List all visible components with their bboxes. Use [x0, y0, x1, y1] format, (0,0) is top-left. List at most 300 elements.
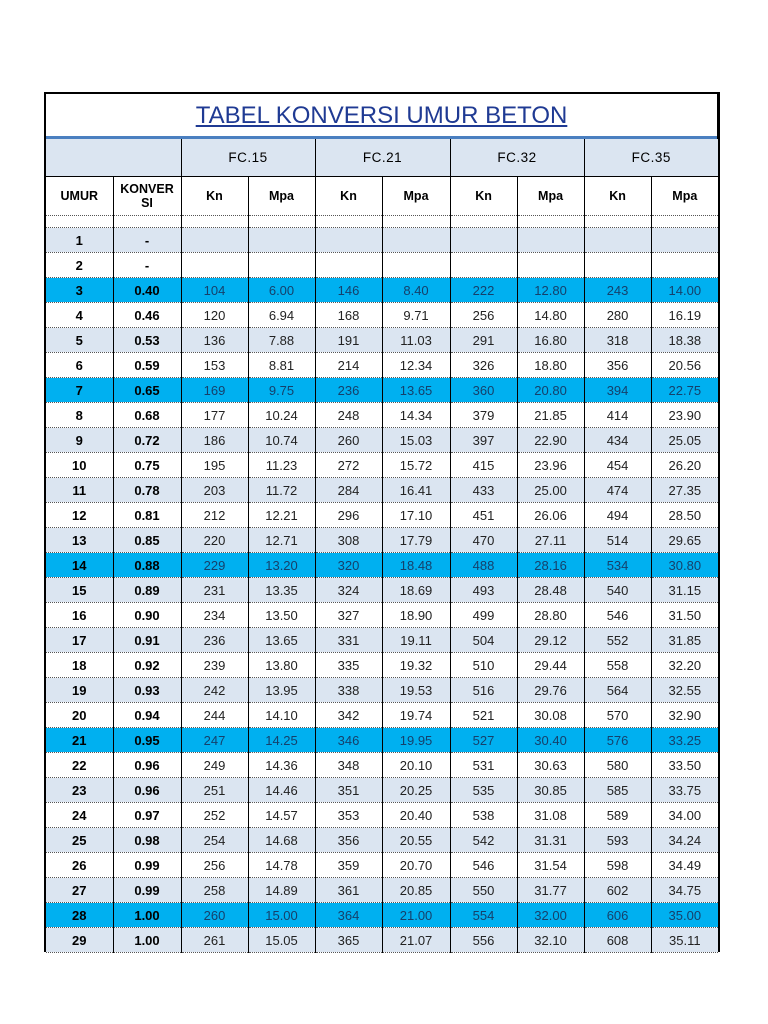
cell-umur: 12 [46, 503, 113, 528]
cell-fc21-kn: 248 [315, 403, 382, 428]
cell-fc21-kn: 284 [315, 478, 382, 503]
cell-fc15-kn: 244 [181, 703, 248, 728]
cell-fc32-kn: 521 [450, 703, 517, 728]
spacer-cell [584, 216, 651, 228]
cell-fc21-mpa: 21.07 [382, 928, 450, 953]
cell-fc21-kn: 214 [315, 353, 382, 378]
cell-fc35-mpa: 27.35 [651, 478, 718, 503]
cell-fc35-kn: 356 [584, 353, 651, 378]
cell-fc35-kn: 514 [584, 528, 651, 553]
spacer-cell [46, 216, 113, 228]
group-header-row [46, 139, 718, 177]
cell-umur: 21 [46, 728, 113, 753]
cell-fc15-mpa: 12.71 [248, 528, 315, 553]
table-row [46, 828, 718, 853]
column-header-konversi-line1: KONVER [120, 182, 174, 196]
cell-fc35-mpa: 22.75 [651, 378, 718, 403]
cell-fc32-kn: 510 [450, 653, 517, 678]
table-row [46, 328, 718, 353]
cell-fc21-kn: 260 [315, 428, 382, 453]
cell-fc32-kn: 326 [450, 353, 517, 378]
cell-fc15-mpa: 8.81 [248, 353, 315, 378]
cell-umur: 1 [46, 228, 113, 253]
cell-fc21-kn: 191 [315, 328, 382, 353]
column-header-umur: UMUR [46, 177, 113, 216]
table-row [46, 778, 718, 803]
cell-fc21-kn: 168 [315, 303, 382, 328]
cell-fc15-kn: 212 [181, 503, 248, 528]
cell-umur: 19 [46, 678, 113, 703]
cell-fc35-kn: 570 [584, 703, 651, 728]
cell-fc15-kn: 169 [181, 378, 248, 403]
spacer-cell [450, 216, 517, 228]
cell-fc15-mpa: 13.35 [248, 578, 315, 603]
cell-fc15-mpa: 9.75 [248, 378, 315, 403]
cell-fc21-mpa: 8.40 [382, 278, 450, 303]
cell-fc15-mpa: 14.36 [248, 753, 315, 778]
cell-fc21-kn: 364 [315, 903, 382, 928]
cell-fc21-mpa [382, 253, 450, 278]
cell-fc21-mpa: 15.72 [382, 453, 450, 478]
cell-fc32-mpa: 31.54 [517, 853, 584, 878]
cell-konversi: 0.91 [113, 628, 181, 653]
table-row [46, 278, 718, 303]
cell-fc32-mpa: 20.80 [517, 378, 584, 403]
cell-fc15-mpa [248, 253, 315, 278]
cell-umur: 18 [46, 653, 113, 678]
cell-fc32-mpa: 25.00 [517, 478, 584, 503]
cell-konversi: 0.59 [113, 353, 181, 378]
cell-fc32-mpa: 12.80 [517, 278, 584, 303]
cell-umur: 14 [46, 553, 113, 578]
cell-umur: 22 [46, 753, 113, 778]
cell-fc32-kn: 546 [450, 853, 517, 878]
cell-fc32-mpa: 30.08 [517, 703, 584, 728]
cell-fc21-kn: 320 [315, 553, 382, 578]
spacer-cell [315, 216, 382, 228]
cell-fc15-mpa: 14.57 [248, 803, 315, 828]
spacer-cell [181, 216, 248, 228]
cell-umur: 15 [46, 578, 113, 603]
cell-fc21-mpa: 18.90 [382, 603, 450, 628]
cell-fc32-mpa: 29.12 [517, 628, 584, 653]
table-row [46, 878, 718, 903]
cell-fc15-mpa: 10.24 [248, 403, 315, 428]
cell-fc21-mpa: 19.11 [382, 628, 450, 653]
cell-fc15-kn: 203 [181, 478, 248, 503]
cell-fc35-mpa: 18.38 [651, 328, 718, 353]
cell-fc32-mpa: 31.08 [517, 803, 584, 828]
cell-konversi: 0.89 [113, 578, 181, 603]
cell-fc35-mpa [651, 253, 718, 278]
cell-fc15-kn: 254 [181, 828, 248, 853]
cell-konversi: 0.97 [113, 803, 181, 828]
column-header-fc35-mpa: Mpa [651, 177, 718, 216]
cell-fc32-mpa: 30.85 [517, 778, 584, 803]
cell-konversi: - [113, 228, 181, 253]
cell-fc32-mpa: 28.48 [517, 578, 584, 603]
cell-konversi: 0.78 [113, 478, 181, 503]
cell-fc32-mpa [517, 253, 584, 278]
table-row [46, 653, 718, 678]
cell-umur: 20 [46, 703, 113, 728]
column-header-fc35-kn: Kn [584, 177, 651, 216]
cell-fc15-mpa: 11.72 [248, 478, 315, 503]
cell-umur: 28 [46, 903, 113, 928]
cell-fc32-mpa: 31.77 [517, 878, 584, 903]
cell-fc15-mpa: 12.21 [248, 503, 315, 528]
cell-fc35-mpa: 29.65 [651, 528, 718, 553]
cell-fc35-mpa: 26.20 [651, 453, 718, 478]
group-header-fc32: FC.32 [450, 139, 584, 177]
cell-fc32-kn [450, 228, 517, 253]
cell-fc32-kn: 415 [450, 453, 517, 478]
cell-fc15-kn: 104 [181, 278, 248, 303]
cell-fc15-kn: 120 [181, 303, 248, 328]
cell-umur: 17 [46, 628, 113, 653]
cell-fc15-kn: 239 [181, 653, 248, 678]
cell-fc21-mpa: 19.95 [382, 728, 450, 753]
cell-konversi: 0.53 [113, 328, 181, 353]
table-row [46, 728, 718, 753]
cell-fc21-kn [315, 253, 382, 278]
cell-fc15-kn: 220 [181, 528, 248, 553]
table-row [46, 928, 718, 953]
cell-fc35-mpa: 35.11 [651, 928, 718, 953]
cell-umur: 13 [46, 528, 113, 553]
cell-fc32-kn: 542 [450, 828, 517, 853]
spacer-cell [382, 216, 450, 228]
column-header-fc21-kn: Kn [315, 177, 382, 216]
cell-fc32-kn: 556 [450, 928, 517, 953]
cell-umur: 25 [46, 828, 113, 853]
cell-umur: 7 [46, 378, 113, 403]
cell-fc35-mpa: 34.24 [651, 828, 718, 853]
column-header-fc15-mpa: Mpa [248, 177, 315, 216]
cell-fc35-mpa: 33.25 [651, 728, 718, 753]
cell-umur: 29 [46, 928, 113, 953]
cell-umur: 4 [46, 303, 113, 328]
table-row [46, 253, 718, 278]
cell-fc15-mpa: 13.95 [248, 678, 315, 703]
cell-fc21-mpa: 20.85 [382, 878, 450, 903]
cell-umur: 16 [46, 603, 113, 628]
cell-fc35-kn: 608 [584, 928, 651, 953]
cell-fc15-kn: 195 [181, 453, 248, 478]
cell-fc21-kn: 353 [315, 803, 382, 828]
cell-fc15-kn: 249 [181, 753, 248, 778]
cell-fc35-mpa: 31.50 [651, 603, 718, 628]
cell-fc15-kn: 256 [181, 853, 248, 878]
cell-fc35-mpa: 25.05 [651, 428, 718, 453]
cell-fc21-mpa: 16.41 [382, 478, 450, 503]
cell-konversi: 0.92 [113, 653, 181, 678]
cell-fc21-kn: 272 [315, 453, 382, 478]
spacer-cell [517, 216, 584, 228]
cell-fc35-kn: 593 [584, 828, 651, 853]
column-header-row [46, 177, 718, 216]
cell-konversi: 0.99 [113, 878, 181, 903]
cell-fc15-kn: 186 [181, 428, 248, 453]
cell-fc21-mpa: 19.74 [382, 703, 450, 728]
cell-fc32-mpa: 21.85 [517, 403, 584, 428]
cell-fc21-mpa: 20.40 [382, 803, 450, 828]
spacer-cell [651, 216, 718, 228]
cell-fc15-kn: 260 [181, 903, 248, 928]
cell-fc15-kn: 251 [181, 778, 248, 803]
cell-konversi: 0.96 [113, 778, 181, 803]
cell-umur: 11 [46, 478, 113, 503]
table-row [46, 428, 718, 453]
cell-fc35-kn: 546 [584, 603, 651, 628]
cell-fc32-mpa: 18.80 [517, 353, 584, 378]
cell-fc21-mpa [382, 228, 450, 253]
cell-fc15-mpa: 14.68 [248, 828, 315, 853]
cell-fc32-kn: 451 [450, 503, 517, 528]
cell-fc15-kn: 234 [181, 603, 248, 628]
cell-umur: 23 [46, 778, 113, 803]
table-row [46, 528, 718, 553]
cell-fc32-kn: 516 [450, 678, 517, 703]
cell-konversi: 0.93 [113, 678, 181, 703]
cell-fc21-mpa: 15.03 [382, 428, 450, 453]
cell-fc21-kn: 331 [315, 628, 382, 653]
cell-fc32-kn: 291 [450, 328, 517, 353]
cell-fc32-kn [450, 253, 517, 278]
column-header-fc32-kn: Kn [450, 177, 517, 216]
cell-fc35-mpa: 31.85 [651, 628, 718, 653]
cell-fc32-kn: 397 [450, 428, 517, 453]
table-row [46, 703, 718, 728]
cell-fc15-kn: 229 [181, 553, 248, 578]
cell-fc35-kn: 580 [584, 753, 651, 778]
cell-fc21-kn: 335 [315, 653, 382, 678]
cell-konversi: - [113, 253, 181, 278]
cell-fc35-mpa: 33.75 [651, 778, 718, 803]
cell-konversi: 0.98 [113, 828, 181, 853]
cell-fc35-mpa: 20.56 [651, 353, 718, 378]
cell-umur: 2 [46, 253, 113, 278]
cell-fc15-mpa: 14.25 [248, 728, 315, 753]
concrete-age-conversion-sheet [44, 92, 720, 952]
table-row [46, 228, 718, 253]
cell-fc32-kn: 379 [450, 403, 517, 428]
table-row [46, 578, 718, 603]
cell-fc35-mpa: 32.90 [651, 703, 718, 728]
cell-fc21-kn: 356 [315, 828, 382, 853]
cell-fc15-mpa: 15.00 [248, 903, 315, 928]
cell-fc32-mpa: 29.44 [517, 653, 584, 678]
cell-fc21-mpa: 20.10 [382, 753, 450, 778]
cell-umur: 3 [46, 278, 113, 303]
cell-fc32-kn: 527 [450, 728, 517, 753]
cell-fc35-mpa: 33.50 [651, 753, 718, 778]
column-header-fc21-mpa: Mpa [382, 177, 450, 216]
cell-fc32-kn: 504 [450, 628, 517, 653]
cell-fc15-mpa: 13.80 [248, 653, 315, 678]
cell-fc15-mpa: 14.46 [248, 778, 315, 803]
cell-fc35-mpa: 32.55 [651, 678, 718, 703]
cell-konversi: 0.99 [113, 853, 181, 878]
cell-fc15-kn: 136 [181, 328, 248, 353]
cell-fc15-kn: 231 [181, 578, 248, 603]
table-title: TABEL KONVERSI UMUR BETON [46, 94, 717, 139]
cell-fc32-kn: 222 [450, 278, 517, 303]
cell-fc35-mpa: 35.00 [651, 903, 718, 928]
cell-fc15-kn: 177 [181, 403, 248, 428]
table-row [46, 753, 718, 778]
cell-konversi: 0.95 [113, 728, 181, 753]
cell-umur: 24 [46, 803, 113, 828]
cell-fc21-kn: 236 [315, 378, 382, 403]
cell-fc32-kn: 493 [450, 578, 517, 603]
cell-fc21-mpa: 21.00 [382, 903, 450, 928]
cell-fc35-kn: 434 [584, 428, 651, 453]
cell-fc32-mpa: 32.00 [517, 903, 584, 928]
cell-fc35-kn [584, 253, 651, 278]
cell-fc21-mpa: 13.65 [382, 378, 450, 403]
cell-konversi: 0.81 [113, 503, 181, 528]
cell-fc32-kn: 535 [450, 778, 517, 803]
cell-konversi: 0.94 [113, 703, 181, 728]
cell-fc21-mpa: 14.34 [382, 403, 450, 428]
cell-fc35-kn: 394 [584, 378, 651, 403]
spacer-cell [113, 216, 181, 228]
cell-fc35-kn: 598 [584, 853, 651, 878]
cell-fc32-kn: 360 [450, 378, 517, 403]
cell-fc35-kn: 454 [584, 453, 651, 478]
cell-fc35-kn: 585 [584, 778, 651, 803]
cell-fc21-kn: 351 [315, 778, 382, 803]
cell-fc35-kn [584, 228, 651, 253]
cell-fc15-kn: 258 [181, 878, 248, 903]
cell-fc15-mpa: 14.89 [248, 878, 315, 903]
cell-fc15-kn: 153 [181, 353, 248, 378]
cell-fc35-mpa [651, 228, 718, 253]
cell-konversi: 0.88 [113, 553, 181, 578]
cell-fc32-mpa: 22.90 [517, 428, 584, 453]
cell-fc21-mpa: 19.53 [382, 678, 450, 703]
cell-fc32-mpa: 29.76 [517, 678, 584, 703]
cell-konversi: 0.46 [113, 303, 181, 328]
cell-fc15-kn: 236 [181, 628, 248, 653]
cell-fc32-kn: 538 [450, 803, 517, 828]
column-header-konversi [113, 177, 181, 216]
cell-fc35-mpa: 16.19 [651, 303, 718, 328]
cell-fc35-kn: 494 [584, 503, 651, 528]
cell-umur: 10 [46, 453, 113, 478]
cell-fc35-kn: 564 [584, 678, 651, 703]
cell-fc35-kn: 318 [584, 328, 651, 353]
cell-konversi: 1.00 [113, 928, 181, 953]
cell-fc21-mpa: 20.70 [382, 853, 450, 878]
cell-fc32-mpa: 14.80 [517, 303, 584, 328]
cell-fc21-kn: 324 [315, 578, 382, 603]
cell-fc21-kn: 146 [315, 278, 382, 303]
cell-fc32-kn: 470 [450, 528, 517, 553]
cell-fc21-mpa: 18.69 [382, 578, 450, 603]
cell-fc15-mpa: 13.20 [248, 553, 315, 578]
cell-fc35-mpa: 34.75 [651, 878, 718, 903]
cell-fc32-mpa: 32.10 [517, 928, 584, 953]
cell-fc35-kn: 606 [584, 903, 651, 928]
cell-fc15-kn: 252 [181, 803, 248, 828]
cell-umur: 27 [46, 878, 113, 903]
cell-fc15-mpa: 7.88 [248, 328, 315, 353]
cell-fc35-mpa: 30.80 [651, 553, 718, 578]
group-header-fc35: FC.35 [584, 139, 718, 177]
table-row [46, 478, 718, 503]
cell-fc35-kn: 540 [584, 578, 651, 603]
cell-fc32-mpa: 30.63 [517, 753, 584, 778]
cell-fc35-mpa: 32.20 [651, 653, 718, 678]
table-row [46, 553, 718, 578]
cell-umur: 5 [46, 328, 113, 353]
cell-fc32-kn: 488 [450, 553, 517, 578]
table-row [46, 503, 718, 528]
cell-fc21-mpa: 17.10 [382, 503, 450, 528]
cell-fc32-mpa: 30.40 [517, 728, 584, 753]
spacer-cell [248, 216, 315, 228]
cell-umur: 6 [46, 353, 113, 378]
conversion-table [46, 139, 718, 953]
cell-fc15-mpa: 6.94 [248, 303, 315, 328]
cell-fc32-mpa [517, 228, 584, 253]
cell-fc15-mpa: 14.10 [248, 703, 315, 728]
cell-fc32-kn: 554 [450, 903, 517, 928]
cell-fc21-mpa: 11.03 [382, 328, 450, 353]
cell-fc21-kn: 359 [315, 853, 382, 878]
cell-fc15-mpa: 10.74 [248, 428, 315, 453]
cell-fc15-mpa: 14.78 [248, 853, 315, 878]
table-row [46, 603, 718, 628]
group-header-fc21: FC.21 [315, 139, 450, 177]
cell-fc35-kn: 576 [584, 728, 651, 753]
cell-fc21-mpa: 18.48 [382, 553, 450, 578]
group-header-fc15: FC.15 [181, 139, 315, 177]
table-row [46, 903, 718, 928]
table-row [46, 803, 718, 828]
cell-fc21-kn: 327 [315, 603, 382, 628]
cell-fc15-mpa: 15.05 [248, 928, 315, 953]
cell-fc35-mpa: 28.50 [651, 503, 718, 528]
cell-fc35-mpa: 34.49 [651, 853, 718, 878]
cell-fc21-kn: 365 [315, 928, 382, 953]
table-row [46, 353, 718, 378]
cell-fc35-mpa: 14.00 [651, 278, 718, 303]
cell-fc15-kn [181, 253, 248, 278]
cell-fc35-kn: 243 [584, 278, 651, 303]
cell-konversi: 0.40 [113, 278, 181, 303]
cell-fc35-kn: 474 [584, 478, 651, 503]
cell-fc32-mpa: 26.06 [517, 503, 584, 528]
cell-fc35-mpa: 34.00 [651, 803, 718, 828]
table-row [46, 303, 718, 328]
cell-fc32-mpa: 16.80 [517, 328, 584, 353]
table-row [46, 378, 718, 403]
cell-konversi: 0.68 [113, 403, 181, 428]
cell-umur: 9 [46, 428, 113, 453]
cell-fc35-kn: 602 [584, 878, 651, 903]
cell-fc15-mpa: 11.23 [248, 453, 315, 478]
cell-fc35-kn: 534 [584, 553, 651, 578]
table-row [46, 628, 718, 653]
cell-fc32-kn: 256 [450, 303, 517, 328]
table-row [46, 453, 718, 478]
cell-fc21-kn: 348 [315, 753, 382, 778]
column-header-fc15-kn: Kn [181, 177, 248, 216]
cell-fc21-kn: 346 [315, 728, 382, 753]
